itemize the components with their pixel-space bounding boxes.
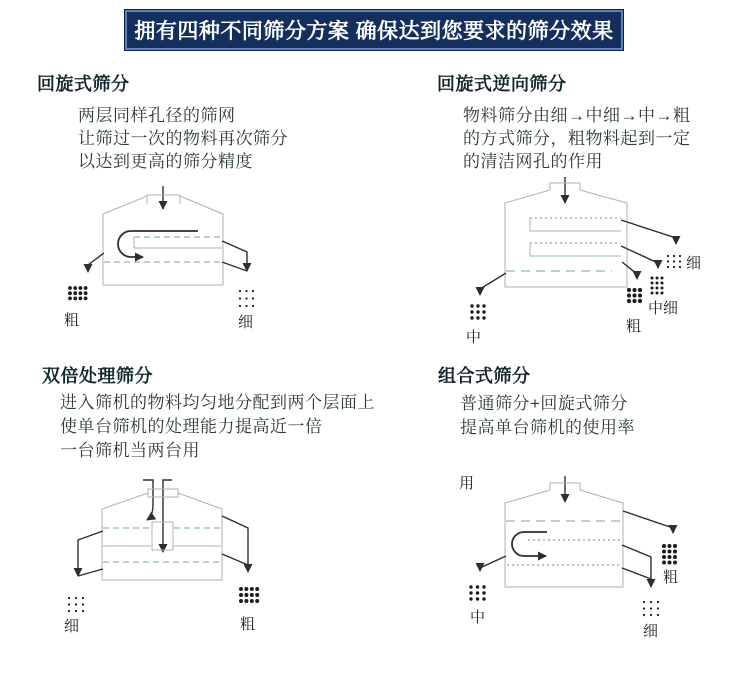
- description-line: 提高单台筛机的使用率: [460, 418, 635, 437]
- description-line: 普通筛分+回旋式筛分: [460, 394, 628, 413]
- fine-dots: [643, 601, 659, 616]
- stray-character: 用: [459, 474, 475, 492]
- description-line: 一台筛机当两台用: [60, 441, 200, 460]
- fine-outlet-arrow: [622, 545, 651, 587]
- medium-dots: [469, 585, 485, 600]
- medium-fine-label: 中细: [648, 299, 679, 317]
- coarse-label: 粗: [663, 568, 679, 586]
- fine-label: 细: [238, 313, 254, 331]
- coarse-outlet-arrow: [623, 511, 673, 533]
- coarse-dots: [662, 544, 677, 565]
- section-title: 双倍处理筛分: [42, 366, 153, 386]
- u-turn-flow-arrow: [512, 532, 547, 556]
- section-title: 组合式筛分: [438, 366, 531, 386]
- description-line: 的方式筛分，粗物料起到一定: [463, 129, 691, 148]
- combined-diagram: [430, 460, 742, 660]
- description-line: 让筛过一次的物料再次筛分: [78, 129, 288, 148]
- banner-title: 拥有四种不同筛分方案 确保达到您要求的筛分效果: [134, 20, 614, 43]
- machine-body: [505, 490, 623, 587]
- medium-label: 中: [466, 328, 482, 346]
- description-line: 使单台筛机的处理能力提高近一倍: [60, 417, 323, 436]
- description-line: 两层同样孔径的筛网: [78, 106, 236, 125]
- fine-label: 细: [64, 617, 80, 635]
- coarse-label: 粗: [626, 317, 642, 335]
- description-line: 进入筛机的物料均匀地分配到两个层面上: [60, 393, 375, 412]
- description-line: 以达到更高的筛分精度: [78, 152, 253, 171]
- section-title: 回旋式逆向筛分: [437, 74, 567, 94]
- medium-outlet-arrow: [480, 556, 506, 571]
- fine-outlet-line: [622, 568, 651, 579]
- description-line: 的清洁网孔的作用: [463, 152, 603, 171]
- coarse-label: 粗: [240, 615, 256, 633]
- medium-label: 中: [470, 608, 486, 626]
- fine-label: 细: [643, 622, 659, 640]
- fine-label: 细: [686, 254, 702, 272]
- coarse-label: 粗: [64, 311, 80, 329]
- section-description: [460, 392, 635, 440]
- description-line: 物料筛分由细→中细→中→粗: [463, 106, 691, 125]
- section-title: 回旋式筛分: [37, 74, 130, 94]
